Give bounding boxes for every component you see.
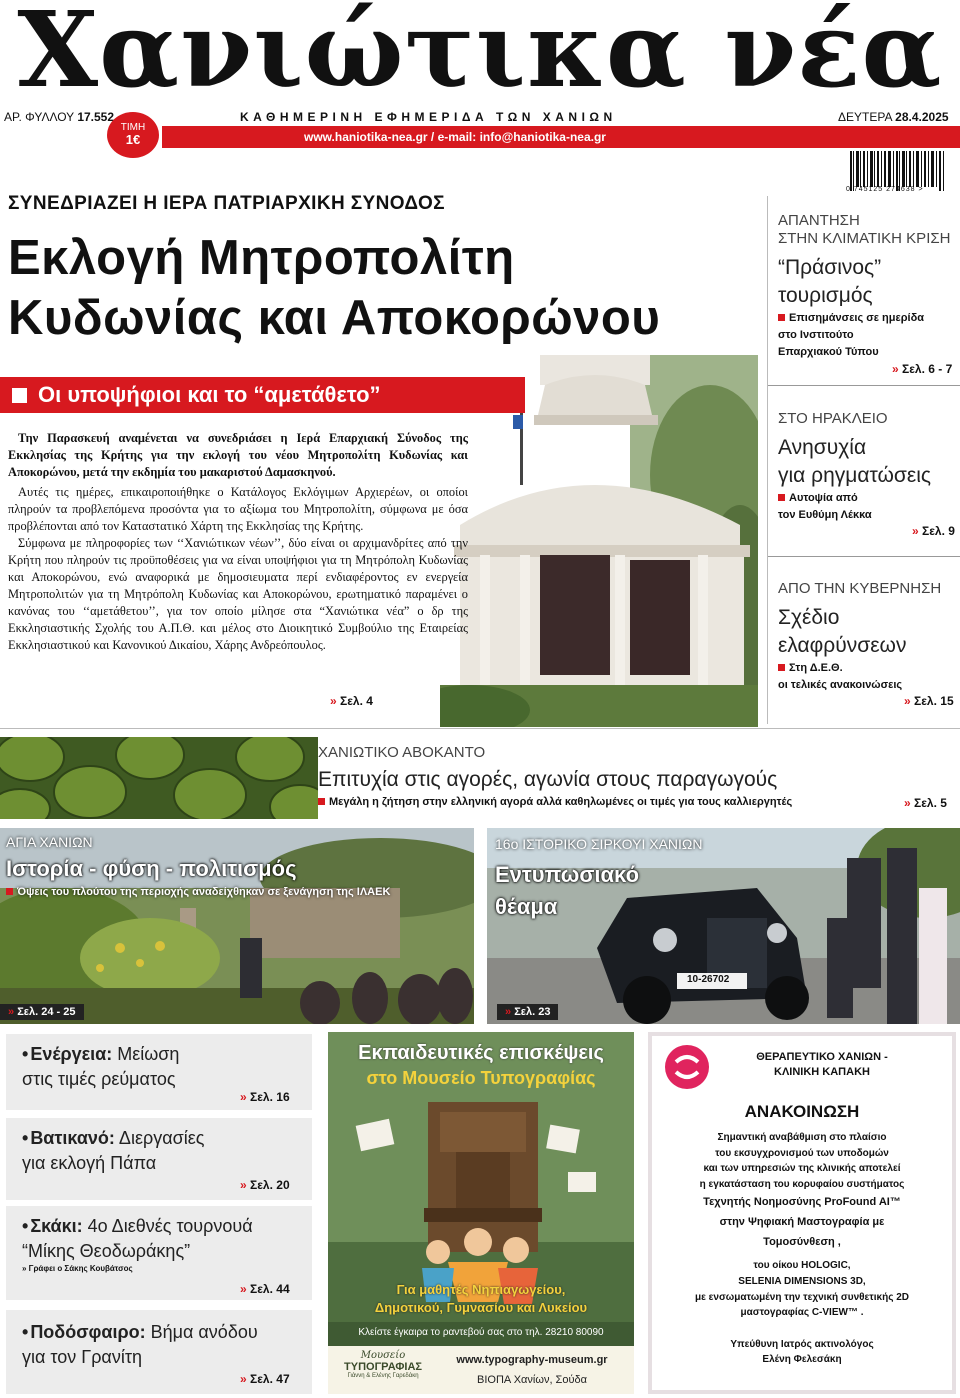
sidebar-page-ref[interactable]: » Σελ. 9 xyxy=(912,524,955,538)
avocado-headline[interactable]: Επιτυχία στις αγορές, αγωνία στους παραγωγούς xyxy=(318,768,778,791)
lead-body: Αυτές τις ημέρες, επικαιροποιήθηκε ο Κατάλογος Εκλόγιμων Αρχιερέων, οι οποίοι πληρούν τα προβλεπόμενα προσόντα για το αξίωμα του Μητροπολίτη, σύμφωνα με όσα προβλέπονται από τον Καταστατικό Χάρτη της Εκκλησίας της Κρήτης. Σύμφωνα με πληροφορίες των ‘‘Χανιώτικων νέων’’, δύο είναι οι αρχιμανδρίτες από την Κρήτη που πληρούν τις προϋποθέσεις για να είναι υποψήφιοι για τη Μητρόπολη Κυδωνίας και Αποκορώνου, ενώ αναφορικά με δημοσιευματα περί ενδιαφέροντος εν ενεργεία Μητροπολιτών για τη Μητρόπολη Κυδωνίας και Αποκορώνου, ερωτηματικό παραμένει ο κανόνας του ‘‘αμετάθετου’’, για τον οποίο μίλησε στα “Χανιώτικα νέα” ο δρ της Εκκλησιαστικής Σχολής του Α.Π.Θ. και μέλος στο Διοικητικό Συμβούλιο της Εταιρείας Εκκλησιαστικού και Κανονικού Δικαίου, Χάρης Ανδρεόπουλος. xyxy=(8,485,468,652)
square-bullet-icon xyxy=(6,888,13,895)
clinic-heading: ΑΝΑΚΟΙΝΩΣΗ xyxy=(744,1102,860,1121)
avocado-photo xyxy=(0,737,318,819)
brief-page-ref[interactable]: » Σελ. 20 xyxy=(240,1178,290,1192)
agia-chanion-photo[interactable]: ΑΓΙΑ ΧΑΝΙΩΝ Ιστορία - φύση - πολιτισμός Όψεις του πλούτου της περιοχής αναδείχθηκαν σε ξενάγηση της ΙΛΑΕΚ » Σελ. 24 - 25 xyxy=(0,828,474,1024)
avocado-page-ref[interactable]: » Σελ. 5 xyxy=(904,796,947,810)
lead-kicker: ΣΥΝΕΔΡΙΑΖΕΙ Η ΙΕΡΑ ΠΑΤΡΙΑΡΧΙΚΗ ΣΥΝΟΔΟΣ xyxy=(8,193,445,214)
sidebar-page-ref[interactable]: » Σελ. 15 xyxy=(904,694,954,708)
square-bullet-icon xyxy=(778,314,785,321)
double-chevron-icon: » xyxy=(240,1372,247,1386)
lead-subheading-bar: Οι υποψήφιοι και το “αμετάθετο” xyxy=(0,377,525,413)
issue-date: ΔΕΥΤΕΡΑ 28.4.2025 xyxy=(838,110,949,124)
avocado-subhead: Μεγάλη η ζήτηση στην ελληνική αγορά αλλά καθηλωμένες οι τιμές για τους καλλιεργητές xyxy=(318,796,792,808)
avocado-kicker: ΧΑΝΙΩΤΙΚΟ ΑΒΟΚΑΝΤΟ xyxy=(318,744,486,761)
brief-page-ref[interactable]: » Σελ. 16 xyxy=(240,1090,290,1104)
double-chevron-icon: » xyxy=(892,362,899,376)
price-badge: ΤΙΜΗ 1€ xyxy=(107,112,159,158)
lead-page-ref[interactable]: » Σελ. 4 xyxy=(330,694,373,708)
double-chevron-icon: » xyxy=(240,1178,247,1192)
square-bullet-icon xyxy=(12,388,27,403)
sidebar-story-heraklion[interactable]: ΣΤΟ ΗΡΑΚΛΕΙΟ Ανησυχία για ρηγματώσεις Αυτοψία από τον Ευθύμη Λέκκα xyxy=(778,410,932,521)
issue-number: ΑΡ. ΦΥΛΛΟΥ 17.552 xyxy=(4,110,115,124)
sidebar-divider xyxy=(768,385,960,386)
double-chevron-icon: » xyxy=(912,524,919,538)
lead-headline[interactable]: Εκλογή Μητροπολίτη Κυδωνίας και Αποκορώνου xyxy=(8,231,661,345)
brief-page-ref[interactable]: » Σελ. 44 xyxy=(240,1282,290,1296)
sidebar-page-ref[interactable]: » Σελ. 6 - 7 xyxy=(892,362,953,376)
column-divider xyxy=(767,196,768,724)
double-chevron-icon: » xyxy=(505,1006,512,1018)
brief-chess[interactable]: • Σκάκι: 4ο Διεθνές τουρνουά “Μίκης Θεοδωράκης” » Γράφει ο Σάκης Κουβάτσος xyxy=(6,1206,312,1300)
clinic-announcement-ad[interactable]: ΘΕΡΑΠΕΥΤΙΚΟ ΧΑΝΙΩΝ - ΚΛΙΝΙΚΗ ΚΑΠΑΚΗ ΑΝΑΚΟΙΝΩΣΗ Σημαντική αναβάθμιση στο πλαίσιο του εκσυγχρονισμού των υποδομών και των υπηρεσιών της κλινικής αποτελεί η εγκατάσταση του κορυφαίου συστήματος Τεχνητής Νοημοσύνης ProFound AI™ στην Ψηφιακή Μαστογραφία με Τομοσύνθεση , του οίκου HOLOGIC, SELENIA DIMENSIONS 3D, με ενσωματωμένη την τεχνική συνθετικής 2D μαστογραφίας C-VIEW™ . Υπεύθυνη Ιατρός ακτινολόγος Ελένη Φελεσάκη xyxy=(648,1032,956,1394)
sidebar-story-government[interactable]: ΑΠΟ ΤΗΝ ΚΥΒΕΡΝΗΣΗ Σχέδιο ελαφρύνσεων Στη Δ.Ε.Θ. οι τελικές ανακοινώσεις xyxy=(778,580,942,691)
double-chevron-icon: » xyxy=(330,694,337,708)
typography-museum-ad[interactable]: Εκπαιδευτικές επισκέψεις στο Μουσείο Τυπογραφίας Για μαθητές Νηπιαγωγείου, Δημοτικού, Γυμνασίου και Λυκείου Κλείστε έγκαιρα το ραντεβού σας στο τηλ. 28210 80090 Μουσείο ΤΥΠΟΓΡΑΦΙΑΣ Γιάννη & Ελένης Γαρεδάκη www.typography-museum.gr ΒΙΟΠΑ Χανίων, Σούδα xyxy=(328,1032,634,1394)
newspaper-subtitle: ΚΑΘΗΜΕΡΙΝΗ ΕΦΗΜΕΡΙΔΑ ΤΩΝ ΧΑΝΙΩΝ xyxy=(240,110,617,124)
double-chevron-icon: » xyxy=(8,1006,15,1018)
brief-vatican[interactable]: • Βατικανό: Διεργασίες για εκλογή Πάπα xyxy=(6,1118,312,1200)
brief-energy[interactable]: • Ενέργεια: Μείωση στις τιμές ρεύματος xyxy=(6,1034,312,1110)
barcode-number: 0 745125 274638 > xyxy=(846,186,924,193)
double-chevron-icon: » xyxy=(904,796,911,810)
newspaper-title: Χανιώτικα νέα xyxy=(17,0,943,111)
square-bullet-icon xyxy=(778,664,785,671)
brief-football[interactable]: • Ποδόσφαιρο: Βήμα ανόδου για τον Γρανίτη xyxy=(6,1310,312,1394)
circuit-car-photo[interactable]: 10-26702 16ο ΙΣΤΟΡΙΚΟ ΣΙΡΚΟΥΙ ΧΑΝΙΩΝ Εντυπωσιακό θέαμα » Σελ. 23 xyxy=(487,828,960,1024)
lead-lede: Την Παρασκευή αναμένεται να συνεδριάσει η Ιερά Επαρχιακή Σύνοδος της Εκκλησίας της Κρήτης για την εκλογή του νέου Μητροπολίτη Κυδωνίας και Αποκορώνου, μετά την εκδημία του μακαριστού Δαμασκηνού. xyxy=(8,431,468,479)
sidebar-story-tourism[interactable]: ΑΠΑΝΤΗΣΗ ΣΤΗΝ ΚΛΙΜΑΤΙΚΗ ΚΡΙΣΗ “Πράσινος” τουρισμός Επισημάνσεις σε ημερίδα στο Ινστιτούτο Επαρχιακού Τύπου xyxy=(778,212,951,358)
license-plate: 10-26702 xyxy=(687,974,730,985)
website-bar[interactable]: www.haniotika-nea.gr / e-mail: info@haniotika-nea.gr xyxy=(162,126,960,148)
brief-page-ref[interactable]: » Σελ. 47 xyxy=(240,1372,290,1386)
square-bullet-icon xyxy=(778,494,785,501)
double-chevron-icon: » xyxy=(240,1090,247,1104)
museum-logo: Μουσείο ΤΥΠΟΓΡΑΦΙΑΣ Γιάννη & Ελένης Γαρεδάκη xyxy=(344,1350,422,1379)
section-divider xyxy=(0,728,960,729)
sidebar-divider xyxy=(768,556,960,557)
square-bullet-icon xyxy=(318,798,325,805)
double-chevron-icon: » xyxy=(240,1282,247,1296)
double-chevron-icon: » xyxy=(904,694,911,708)
